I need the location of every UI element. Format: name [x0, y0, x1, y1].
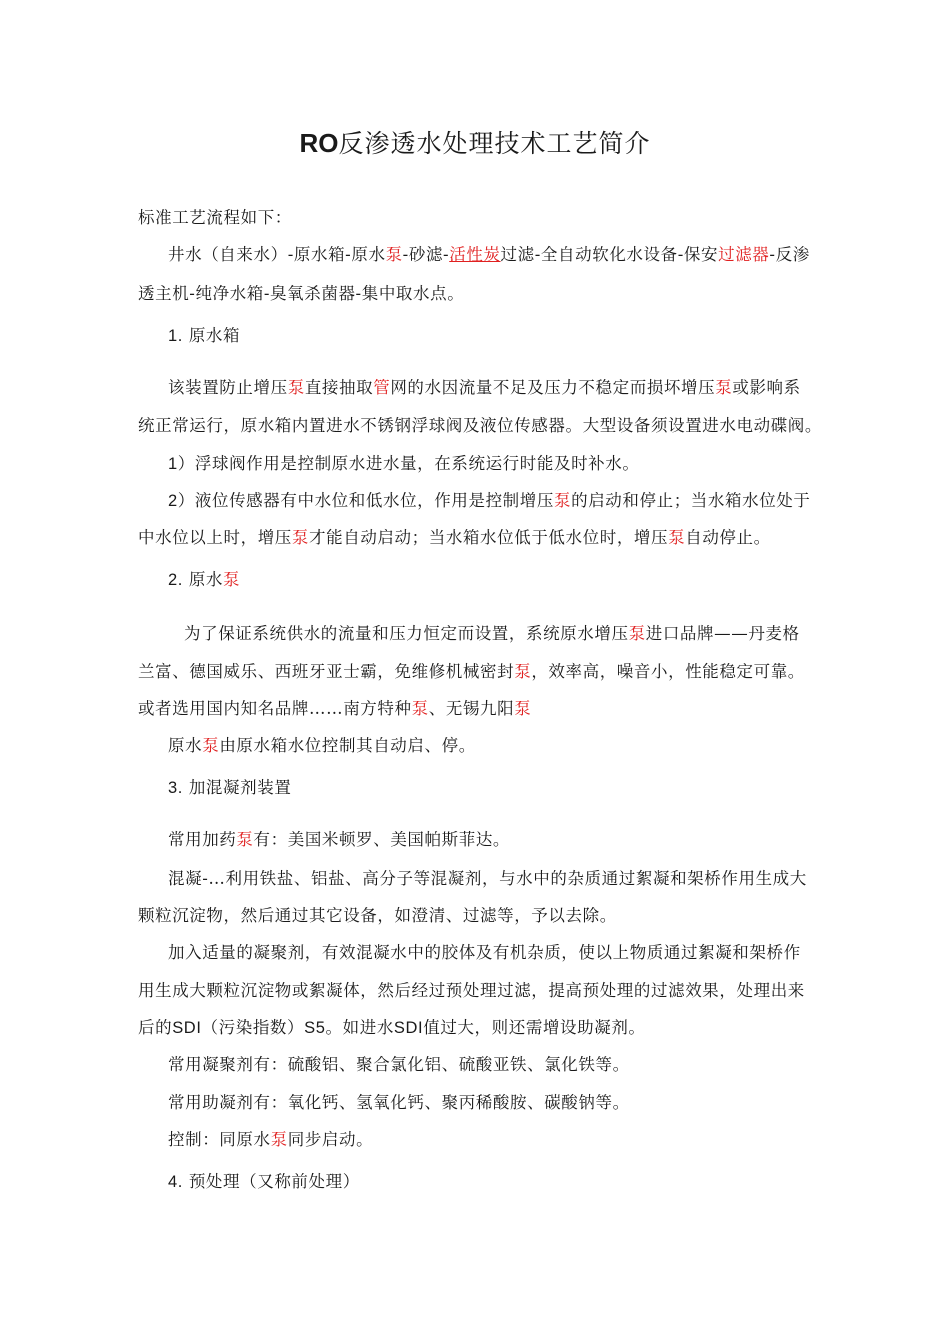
text-segment: ）浮球阀作用是控制原水进水量，在系统运行时能及时补水。	[177, 454, 640, 473]
text-segment: 常用凝聚剂有：硫酸铝、聚合氯化铝、硫酸亚铁、氯化铁等。	[168, 1055, 630, 1074]
text-segment: 自动停止。	[685, 528, 771, 547]
text-segment: S5	[304, 1019, 326, 1037]
text-segment: ）液位传感器有中水位和低水位，作用是控制增压	[177, 491, 554, 510]
text-segment: 原水	[168, 736, 203, 755]
text-segment: 同步启动。	[287, 1130, 374, 1149]
text-line	[168, 1091, 630, 1115]
text-segment: 活性炭	[449, 245, 501, 264]
text-line	[168, 489, 811, 513]
text-line	[138, 660, 805, 684]
text-line	[168, 734, 476, 758]
text-line	[138, 904, 617, 928]
text-segment: 管	[373, 378, 391, 397]
text-segment: 为了保证系统供水的流量和压力恒定而设置，系统原水增压	[184, 624, 629, 643]
title-text: 反渗透水处理技术工艺简介	[338, 129, 651, 158]
text-segment: 泵	[202, 736, 220, 755]
text-segment: 直接抽取	[304, 378, 374, 397]
title-ro: RO	[299, 128, 339, 158]
text-segment: 常用加药	[168, 830, 237, 849]
document-title	[0, 126, 950, 161]
text-segment: （污染指数）	[201, 1018, 305, 1037]
text-segment: 兰富、德国威乐、西班牙亚士霸，免维修机械密封	[138, 662, 515, 681]
text-segment: 3.	[168, 779, 183, 797]
text-segment: 颗粒沉淀物，然后通过其它设备，如澄清、过滤等，予以去除。	[138, 906, 617, 925]
text-segment: 泵	[270, 1130, 288, 1149]
text-segment: SDI	[172, 1019, 202, 1037]
text-segment: 由原水箱水位控制其自动启、停。	[219, 736, 476, 755]
text-segment: SDI	[393, 1019, 424, 1037]
text-segment: 泵	[514, 662, 532, 681]
text-line	[168, 867, 807, 891]
text-segment: 2	[168, 492, 178, 510]
text-segment: ，效率高，噪音小，性能稳定可靠。	[531, 662, 805, 681]
text-segment: 泵	[411, 699, 429, 718]
text-segment: 井水（自来水）-原水箱-原水	[168, 245, 386, 264]
text-segment: -砂滤-	[402, 245, 450, 264]
text-segment: 泵	[287, 378, 305, 397]
text-segment: 泵	[715, 378, 733, 397]
text-line	[168, 1053, 630, 1077]
text-segment: 混凝-…利用铁盐、铝盐、高分子等混凝剂，与水中的杂质通过絮凝和架桥作用生成大	[168, 869, 807, 888]
text-segment: 常用助凝剂有：氧化钙、氢氧化钙、聚丙稀酸胺、碳酸钠等。	[168, 1093, 630, 1112]
text-segment: 、无锡九阳	[428, 699, 515, 718]
text-segment: 的启动和停止；当水箱水位处于	[571, 491, 811, 510]
text-segment: 有：美国米顿罗、美国帕斯菲达。	[253, 830, 511, 849]
text-segment: 泵	[223, 570, 241, 589]
text-segment: 值过大，则还需增设助凝剂。	[423, 1018, 646, 1037]
text-line	[168, 776, 291, 800]
text-segment: 或者选用国内知名品牌……南方特种	[138, 699, 412, 718]
text-segment: 过滤器	[718, 245, 770, 264]
text-line	[138, 526, 771, 550]
text-segment: 才能自动启动；当水箱水位低于低水位时，增压	[309, 528, 669, 547]
text-segment: 进口品牌——丹麦格	[645, 624, 800, 643]
text-line	[168, 376, 801, 400]
text-segment: 加入适量的凝聚剂，有效混凝水中的胶体及有机杂质，使以上物质通过絮凝和架桥作	[168, 943, 801, 962]
text-segment: 1.	[168, 327, 183, 345]
text-segment: 统正常运行，原水箱内置进水不锈钢浮球阀及液位传感器。大型设备须设置进水电动碟阀。	[138, 416, 822, 435]
text-segment: -反渗	[769, 245, 810, 264]
text-line	[138, 697, 531, 721]
text-segment: 加混凝剂装置	[182, 778, 292, 797]
text-line	[168, 1128, 373, 1152]
text-segment: 2.	[168, 571, 183, 589]
text-segment: 用生成大颗粒沉淀物或絮凝体，然后经过预处理过滤，提高预处理的过滤效果，处理出来	[138, 981, 805, 1000]
text-line	[168, 324, 240, 348]
text-segment: 泵	[553, 491, 572, 510]
text-segment: 泵	[514, 699, 532, 718]
text-segment: 透主机-纯净水箱-臭氧杀菌器-集中取水点。	[138, 284, 465, 303]
text-line	[138, 414, 822, 438]
text-segment: 原水	[182, 570, 224, 589]
text-segment: 中水位以上时，增压	[138, 528, 292, 547]
text-segment: 泵	[385, 245, 403, 264]
text-segment: 预处理（又称前处理）	[182, 1172, 360, 1191]
text-segment: 该装置防止增压	[168, 378, 288, 397]
text-segment: 原水箱	[182, 326, 241, 345]
text-line	[168, 243, 810, 267]
text-segment: 泵	[291, 528, 310, 547]
text-segment: 4.	[168, 1173, 183, 1191]
text-segment: 控制：同原水	[168, 1130, 271, 1149]
text-line	[168, 1170, 360, 1194]
text-segment: 泵	[236, 830, 254, 849]
text-segment: 。如进水	[325, 1018, 394, 1037]
text-segment: 泵	[668, 528, 686, 547]
text-line	[138, 206, 292, 230]
text-segment: 过滤-全自动软化水设备-保安	[500, 245, 719, 264]
text-line	[184, 622, 800, 646]
text-line	[168, 941, 801, 965]
text-segment: 网的水因流量不足及压力不稳定而损坏增压	[390, 378, 716, 397]
text-segment: 后的	[138, 1018, 173, 1037]
text-segment: 泵	[628, 624, 646, 643]
text-segment: 1	[168, 455, 178, 473]
text-line	[138, 1016, 646, 1040]
text-line	[168, 828, 510, 852]
text-segment: 或影响系	[732, 378, 801, 397]
text-line	[168, 452, 639, 476]
text-segment: 标准工艺流程如下：	[138, 208, 292, 227]
text-line	[138, 282, 464, 306]
text-line	[168, 568, 240, 592]
text-line	[138, 979, 805, 1003]
